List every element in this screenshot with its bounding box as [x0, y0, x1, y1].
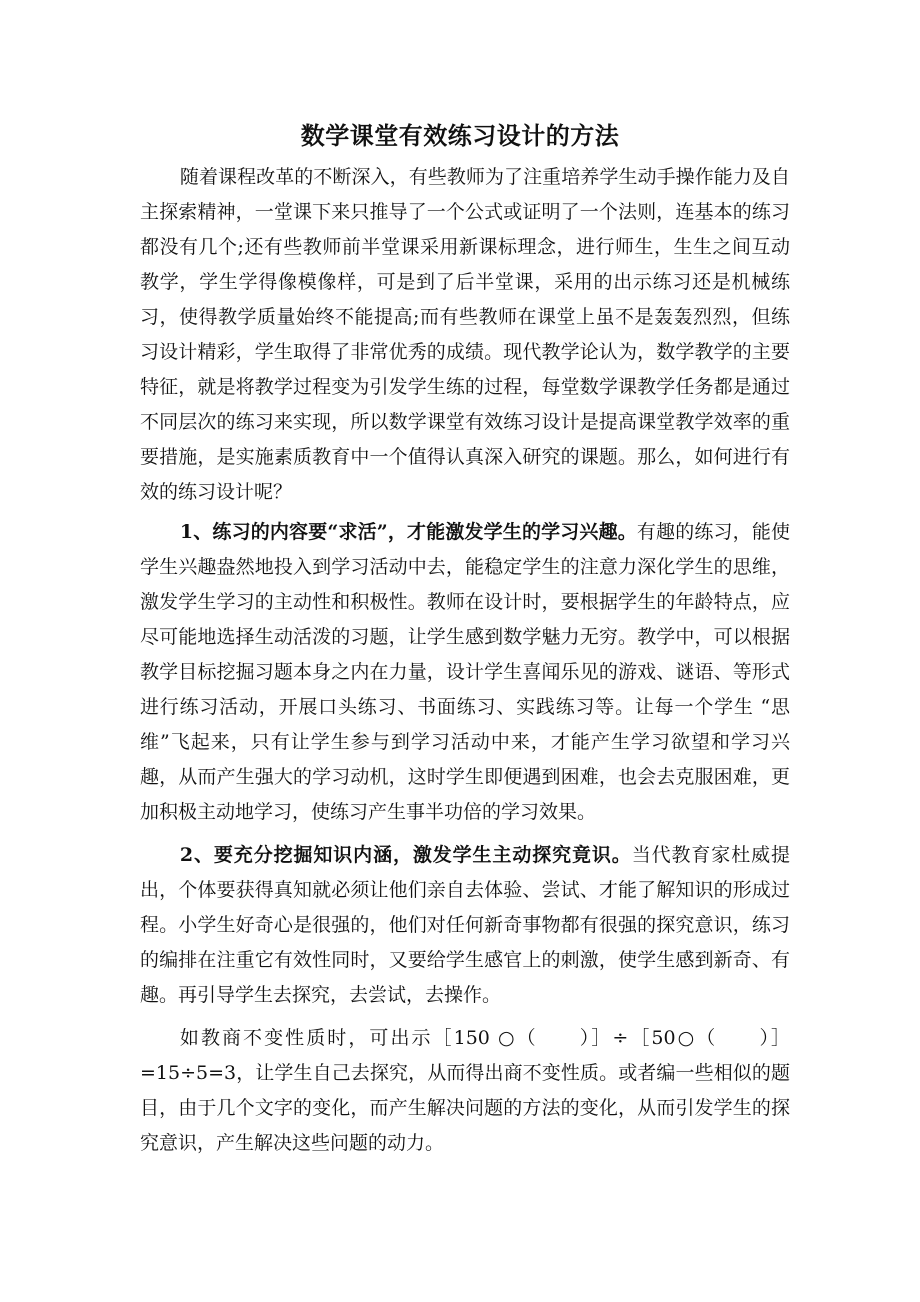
paragraph-text: 有趣的练习，能使学生兴趣盎然地投入到学习活动中去，能稳定学生的注意力深化学生的思维，激发学生学习的主动性和积极性。教师在设计时，要根据学生的年龄特点，应尽可能地选择生动活泼的习题，让学生感到数学魅力无穷。教学中，可以根据教学目标挖掘习题本身之内在力量，设计学生喜闻乐见的游戏、谜语、等形式进行练习活动，开展口头练习、书面练习、实践练习等。让每一个学生 “思维”飞起来，只有让学生参与到学习活动中来，才能产生学习欲望和学习兴趣，从而产生强大的学习动机，这时学生即便遇到困难，也会去克服困难，更加积极主动地学习，使练习产生事半功倍的学习效果。 [140, 521, 790, 823]
paragraph-text: 当代教育家杜威提出，个体要获得真知就必须让他们亲自去体验、尝试、才能了解知识的形成过程。小学生好奇心是很强的，他们对任何新奇事物都有很强的探究意识，练习的编排在注重它有效性同时，又要给学生感官上的刺激，使学生感到新奇、有趣。再引导学生去探究，去尝试，去操作。 [140, 844, 790, 1006]
paragraph-example [140, 1021, 790, 1161]
section-heading: 1、练习的内容要“求活”，才能激发学生的学习兴趣。 [179, 521, 637, 543]
document-body [140, 160, 790, 1161]
paragraph-section-1 [140, 515, 790, 830]
document-title: 数学课堂有效练习设计的方法 [300, 122, 620, 150]
paragraph-text: 随着课程改革的不断深入，有些教师为了注重培养学生动手操作能力及自主探索精神，一堂课下来只推导了一个公式或证明了一个法则，连基本的练习都没有几个;还有些教师前半堂课采用新课标理念，进行师生，生生之间互动教学，学生学得像模像样，可是到了后半堂课，采用的出示练习还是机械练习，使得教学质量始终不能提高;而有些教师在课堂上虽不是轰轰烈烈，但练习设计精彩，学生取得了非常优秀的成绩。现代教学论认为，数学教学的主要特征，就是将教学过程变为引发学生练的过程，每堂数学课教学任务都是通过不同层次的练习来实现，所以数学课堂有效练习设计是提高课堂教学效率的重要措施，是实施素质教育中一个值得认真深入研究的课题。那么，如何进行有效的练习设计呢？ [140, 166, 790, 503]
paragraph-text: 如教商不变性质时，可出示［150 ○（ ）］÷［50○（ ）］=15÷5=3，让学生自己去探究，从而得出商不变性质。或者编一些相似的题目，由于几个文字的变化，而产生解决问题的方法的变化，从而引发学生的探究意识，产生解决这些问题的动力。 [140, 1027, 790, 1154]
paragraph-intro [140, 160, 790, 510]
paragraph-section-2 [140, 838, 790, 1013]
section-heading: 2、要充分挖掘知识内涵，激发学生主动探究竟识。 [179, 844, 632, 866]
